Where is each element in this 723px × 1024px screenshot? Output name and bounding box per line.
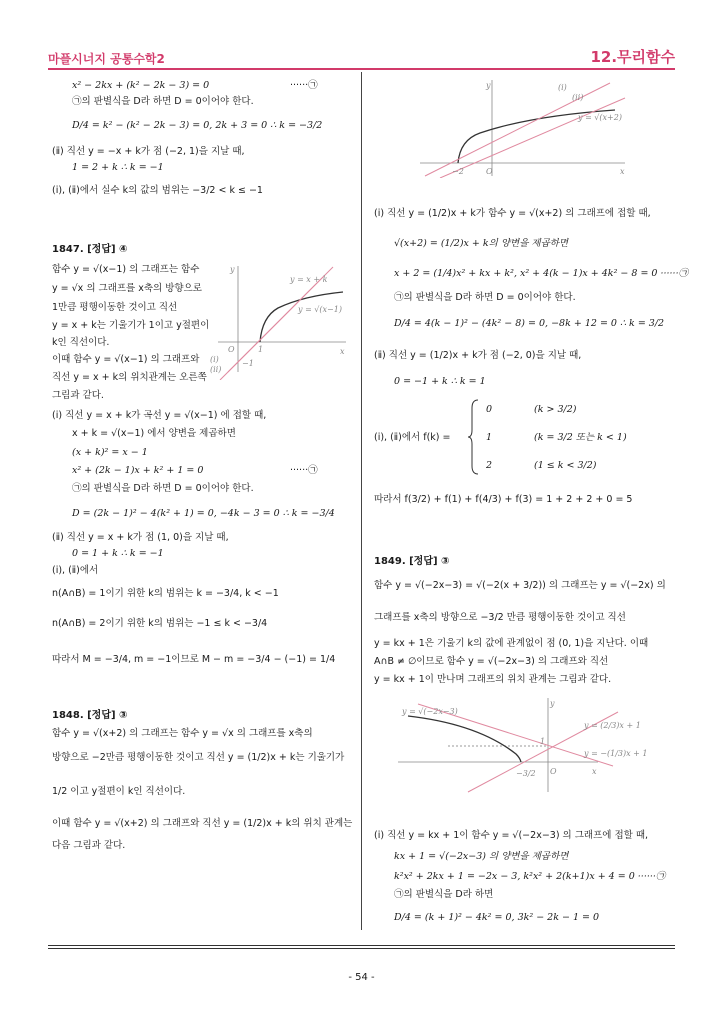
solution-line: 그림과 같다. <box>52 390 104 401</box>
equation-line: (x + k)² = x − 1 <box>72 447 148 458</box>
equation-line: √(x+2) = (1/2)x + k의 양변을 제곱하면 <box>394 238 569 249</box>
piecewise-condition: (k = 3/2 또는 k < 1) <box>534 432 627 443</box>
solution-line: 방향으로 −2만큼 평행이동한 것이고 직선 y = (1/2)x + k는 기울기가 <box>52 752 345 763</box>
piecewise-lead: (ⅰ), (ⅱ)에서 f(k) = <box>374 432 451 443</box>
solution-line: y = x + k는 기울기가 1이고 y절편이 <box>52 320 210 331</box>
origin-label: O <box>228 345 235 354</box>
graph-1848 <box>420 78 630 178</box>
curve-label: y = √(x−1) <box>298 305 342 314</box>
case-label: (ⅱ) <box>210 365 222 374</box>
equation-tag: ······㉠ <box>290 465 318 476</box>
piecewise-brace <box>468 398 480 476</box>
curve-label: y = √(−2x−3) <box>402 707 458 716</box>
tick-label: −3/2 <box>516 769 536 778</box>
solution-line: (ⅱ) 직선 y = −x + k가 점 (−2, 1)을 지날 때, <box>52 146 245 157</box>
equation-line: x + 2 = (1/4)x² + kx + k², x² + 4(k − 1)x + 4k² − 8 = 0 ······㉠ <box>394 268 689 279</box>
page-number: - 54 - <box>348 972 375 983</box>
problem-heading-1849: 1849. [정답] ③ <box>374 556 450 567</box>
problem-heading-1848: 1848. [정답] ③ <box>52 710 128 721</box>
equation-line: x² − 2kx + (k² − 2k − 3) = 0 <box>72 80 210 91</box>
solution-line: 함수 y = √(−2x−3) = √(−2(x + 3/2)) 의 그래프는 y = √(−2x) 의 <box>374 580 666 591</box>
equation-line: 0 = −1 + k ∴ k = 1 <box>394 376 486 387</box>
graph-1849 <box>398 694 648 794</box>
solution-line: 함수 y = √(x+2) 의 그래프는 함수 y = √x 의 그래프를 x축의 <box>52 728 313 739</box>
chapter-title: 12.무리함수 <box>590 48 675 66</box>
tick-label: 1 <box>258 345 264 354</box>
piecewise-value: 1 <box>486 432 493 443</box>
solution-line: ㉠의 판별식을 D라 하면 D = 0이어야 한다. <box>394 292 576 303</box>
origin-label: O <box>486 167 493 176</box>
solution-line: k인 직선이다. <box>52 337 110 348</box>
solution-line: 이때 함수 y = √(x+2) 의 그래프와 직선 y = (1/2)x + k의 위치 관계는 <box>52 818 353 829</box>
solution-line: (ⅱ) 직선 y = (1/2)x + k가 점 (−2, 0)을 지날 때, <box>374 350 582 361</box>
book-title: 마플시너지 공통수학2 <box>48 52 165 66</box>
line-label: y = (2/3)x + 1 <box>584 721 641 730</box>
x-axis-label: x <box>620 167 625 176</box>
solution-line: (ⅰ) 직선 y = (1/2)x + k가 함수 y = √(x+2) 의 그래프에 접할 때, <box>374 208 651 219</box>
solution-line: ㉠의 판별식을 D라 하면 <box>394 889 494 900</box>
x-axis-label: x <box>340 347 345 356</box>
equation-line: D/4 = (k + 1)² − 4k² = 0, 3k² − 2k − 1 = 0 <box>394 912 600 923</box>
y-axis-label: y <box>550 699 555 708</box>
solution-line: 1만큼 평행이동한 것이고 직선 <box>52 302 178 313</box>
header-divider <box>48 68 675 70</box>
solution-line: x + k = √(x−1) 에서 양변을 제곱하면 <box>72 428 236 439</box>
solution-line: 이때 함수 y = √(x−1) 의 그래프와 <box>52 354 200 365</box>
case-label: (ⅰ) <box>558 83 567 92</box>
solution-line: 함수 y = √(x−1) 의 그래프는 함수 <box>52 264 200 275</box>
line-label: y = x + k <box>290 275 328 284</box>
tick-label: −1 <box>242 359 254 368</box>
solution-line: 1/2 이고 y절편이 k인 직선이다. <box>52 786 186 797</box>
solution-line: ㉠의 판별식을 D라 하면 D = 0이어야 한다. <box>72 483 254 494</box>
solution-line: 그래프를 x축의 방향으로 −3/2 만큼 평행이동한 것이고 직선 <box>374 612 626 623</box>
y-axis-label: y <box>486 81 491 90</box>
solution-line: 따라서 f(3/2) + f(1) + f(4/3) + f(3) = 1 + 2 + 2 + 0 = 5 <box>374 494 633 505</box>
origin-label: O <box>550 767 557 776</box>
solution-line: n(A∩B) = 1이기 위한 k의 범위는 k = −3/4, k < −1 <box>52 588 279 599</box>
solution-line: y = √x 의 그래프를 x축의 방향으로 <box>52 283 202 294</box>
solution-line: (ⅰ), (ⅱ)에서 실수 k의 값의 범위는 −3/2 < k ≤ −1 <box>52 185 263 196</box>
line-label: y = −(1/3)x + 1 <box>584 749 648 758</box>
solution-line: y = kx + 1이 만나며 그래프의 위치 관계는 그림과 같다. <box>374 674 612 685</box>
tick-label: −2 <box>452 167 464 176</box>
solution-line: 다음 그림과 같다. <box>52 840 126 851</box>
curve-label: y = √(x+2) <box>578 113 622 122</box>
piecewise-condition: (k > 3/2) <box>534 404 577 415</box>
equation-line: kx + 1 = √(−2x−3) 의 양변을 제곱하면 <box>394 851 569 862</box>
solution-line: 따라서 M = −3/4, m = −1이므로 M − m = −3/4 − (−1) = 1/4 <box>52 654 336 665</box>
equation-tag: ······㉠ <box>290 80 318 91</box>
solution-line: n(A∩B) = 2이기 위한 k의 범위는 −1 ≤ k < −3/4 <box>52 618 268 629</box>
solution-line: (ⅰ) 직선 y = x + k가 곡선 y = √(x−1) 에 접할 때, <box>52 410 267 421</box>
solution-line: (ⅱ) 직선 y = x + k가 점 (1, 0)을 지날 때, <box>52 532 229 543</box>
equation-line: D/4 = 4(k − 1)² − (4k² − 8) = 0, −8k + 12 = 0 ∴ k = 3/2 <box>394 318 665 329</box>
y-axis-label: y <box>230 265 235 274</box>
column-divider <box>361 72 362 930</box>
equation-line: D/4 = k² − (k² − 2k − 3) = 0, 2k + 3 = 0 ∴ k = −3/2 <box>72 120 323 131</box>
equation-line: 1 = 2 + k ∴ k = −1 <box>72 162 164 173</box>
solution-line: (ⅰ), (ⅱ)에서 <box>52 565 99 576</box>
solution-line: (ⅰ) 직선 y = kx + 1이 함수 y = √(−2x−3) 의 그래프에 접할 때, <box>374 830 649 841</box>
piecewise-condition: (1 ≤ k < 3/2) <box>534 460 597 471</box>
x-axis-label: x <box>592 767 597 776</box>
equation-line: k²x² + 2kx + 1 = −2x − 3, k²x² + 2(k+1)x + 4 = 0 ······㉠ <box>394 871 666 882</box>
equation-line: 0 = 1 + k ∴ k = −1 <box>72 548 164 559</box>
footer-divider <box>48 945 675 946</box>
tick-label: 1 <box>540 737 546 746</box>
equation-line: x² + (2k − 1)x + k² + 1 = 0 <box>72 465 204 476</box>
graph-1847 <box>208 262 348 380</box>
case-label: (ⅱ) <box>572 93 584 102</box>
solution-line: y = kx + 1은 기울기 k의 값에 관계없이 점 (0, 1)을 지난다. 이때 <box>374 638 649 649</box>
equation-line: D = (2k − 1)² − 4(k² + 1) = 0, −4k − 3 = 0 ∴ k = −3/4 <box>72 508 335 519</box>
footer-divider <box>48 948 675 949</box>
problem-heading-1847: 1847. [정답] ④ <box>52 244 128 255</box>
solution-line: A∩B ≠ ∅이므로 함수 y = √(−2x−3) 의 그래프와 직선 <box>374 656 609 667</box>
solution-line: 직선 y = x + k의 위치관계는 오른쪽 <box>52 372 207 383</box>
piecewise-value: 2 <box>486 460 493 471</box>
piecewise-value: 0 <box>486 404 493 415</box>
solution-line: ㉠의 판별식을 D라 하면 D = 0이어야 한다. <box>72 96 254 107</box>
case-label: (ⅰ) <box>210 355 219 364</box>
